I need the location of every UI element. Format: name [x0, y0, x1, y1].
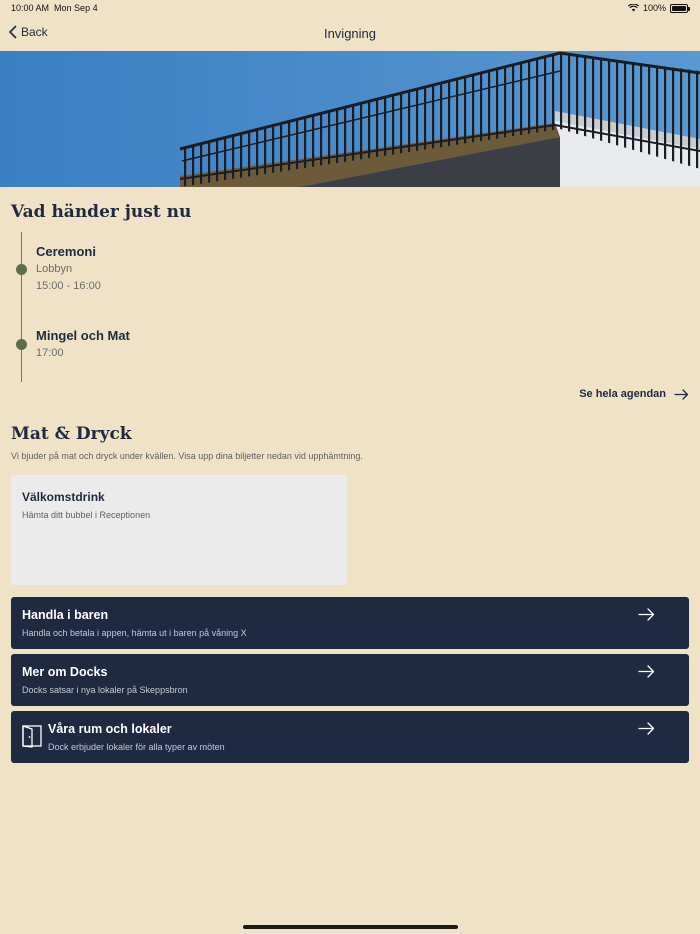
full-agenda-link[interactable]: [579, 388, 689, 400]
timeline-dot: [16, 339, 27, 350]
status-indicators: [628, 3, 688, 13]
event-title: Ceremoni: [36, 244, 96, 259]
battery-percent: 100%: [642, 3, 666, 13]
page-title: Invigning: [323, 26, 377, 41]
door-icon: [22, 724, 42, 748]
timeline-line: [21, 232, 22, 382]
hero-image: [0, 51, 700, 187]
wifi-icon: [628, 4, 639, 12]
event-time: 17:00: [36, 347, 64, 359]
navigation-bar: [0, 18, 700, 50]
arrow-right-icon: [638, 608, 655, 621]
battery-icon: [670, 4, 688, 13]
timeline-dot: [16, 264, 27, 275]
card-title: Handla i baren: [22, 608, 109, 622]
event-time: 15:00 - 16:00: [36, 280, 101, 292]
card-subtitle: Docks satsar i nya lokaler på Skeppsbron: [22, 685, 188, 695]
about-docks-card[interactable]: [11, 654, 689, 706]
full-agenda-label: Se hela agendan: [579, 388, 666, 400]
bar-shop-card[interactable]: [11, 597, 689, 649]
now-heading: Vad händer just nu: [11, 202, 192, 222]
food-description: Vi bjuder på mat och dryck under kvällen. Visa upp dina biljetter nedan vid upphämtning.: [11, 451, 363, 461]
card-subtitle: Handla och betala i appen, hämta ut i baren på våning X: [22, 628, 247, 638]
welcome-drink-subtitle: Hämta ditt bubbel i Receptionen: [22, 510, 151, 520]
welcome-drink-title: Välkomstdrink: [22, 490, 105, 504]
arrow-right-icon: [674, 389, 689, 400]
arrow-right-icon: [638, 665, 655, 678]
card-title: Mer om Docks: [22, 665, 108, 679]
status-bar: [0, 0, 700, 18]
food-heading: Mat & Dryck: [11, 424, 132, 444]
event-title: Mingel och Mat: [36, 328, 130, 343]
card-title: Våra rum och lokaler: [48, 722, 172, 736]
arrow-right-icon: [638, 722, 655, 735]
card-subtitle: Dock erbjuder lokaler för alla typer av möten: [48, 742, 225, 752]
event-location: Lobbyn: [36, 263, 73, 275]
home-indicator[interactable]: [243, 925, 458, 929]
welcome-drink-card[interactable]: [11, 475, 347, 585]
rooms-card[interactable]: [11, 711, 689, 763]
back-label: Back: [21, 25, 48, 39]
status-time: 10:00 AM Mon Sep 4: [11, 3, 98, 13]
